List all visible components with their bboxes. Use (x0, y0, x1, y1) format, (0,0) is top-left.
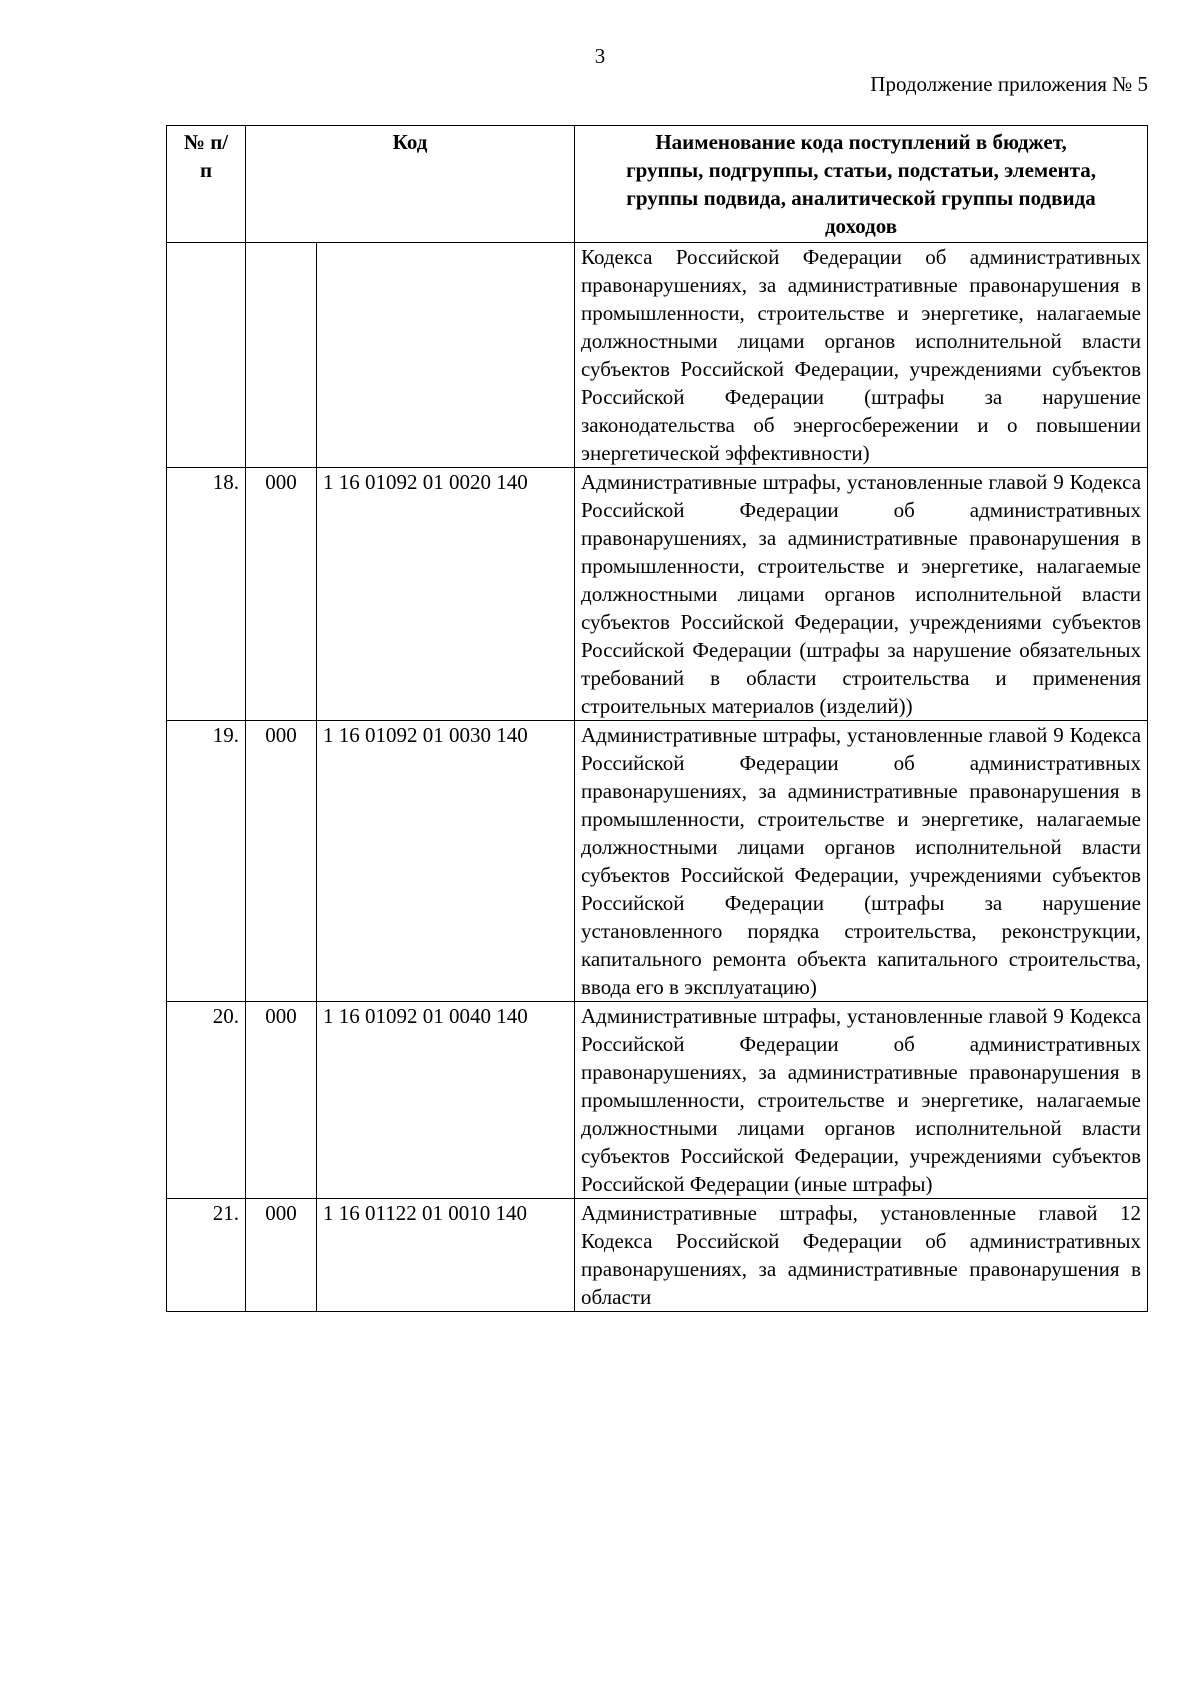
row-admin-code: 000 (246, 1002, 317, 1199)
row-number (167, 243, 246, 468)
table-header-row (167, 126, 1148, 243)
row-number: 18. (167, 468, 246, 721)
row-admin-code (246, 243, 317, 468)
row-code: 1 16 01122 01 0010 140 (317, 1199, 575, 1312)
row-number: 21. (167, 1199, 246, 1312)
table-row (167, 1002, 1148, 1199)
page-number: 3 (594, 44, 606, 68)
row-admin-code: 000 (246, 468, 317, 721)
header-number: № п/п (167, 126, 246, 243)
table-row (167, 721, 1148, 1002)
budget-codes-table (166, 125, 1148, 1312)
header-name: Наименование кода поступлений в бюджет, группы, подгруппы, статьи, подстатьи, элемента, группы подвида, аналитической группы подвида доходов (575, 126, 1148, 243)
row-name: Административные штрафы, установленные главой 12 Кодекса Российской Федерации об административных правонарушениях, за административные правонарушения в области (575, 1199, 1148, 1312)
header-code: Код (246, 126, 575, 243)
row-name: Кодекса Российской Федерации об административных правонарушениях, за административные правонарушения в промышленности, строительстве и энергетике, налагаемые должностными лицами органов исполнительной власти субъектов Российской Федерации, учреждениями субъектов Российской Федерации (штрафы за нарушение законодательства об энергосбережении и о повышении энергетической эффективности) (575, 243, 1148, 468)
row-name: Административные штрафы, установленные главой 9 Кодекса Российской Федерации об административных правонарушениях, за административные правонарушения в промышленности, строительстве и энергетике, налагаемые должностными лицами органов исполнительной власти субъектов Российской Федерации, учреждениями субъектов Российской Федерации (штрафы за нарушение установленного порядка строительства, реконструкции, капитального ремонта объекта капитального строительства, ввода его в эксплуатацию) (575, 721, 1148, 1002)
row-name: Административные штрафы, установленные главой 9 Кодекса Российской Федерации об административных правонарушениях, за административные правонарушения в промышленности, строительстве и энергетике, налагаемые должностными лицами органов исполнительной власти субъектов Российской Федерации, учреждениями субъектов Российской Федерации (штрафы за нарушение обязательных требований в области строительства и применения строительных материалов (изделий)) (575, 468, 1148, 721)
appendix-note: Продолжение приложения № 5 (870, 72, 1148, 96)
table-row (167, 468, 1148, 721)
row-number: 20. (167, 1002, 246, 1199)
row-code: 1 16 01092 01 0020 140 (317, 468, 575, 721)
table-row (167, 243, 1148, 468)
row-code: 1 16 01092 01 0040 140 (317, 1002, 575, 1199)
row-code (317, 243, 575, 468)
table-row (167, 1199, 1148, 1312)
row-number: 19. (167, 721, 246, 1002)
row-name: Административные штрафы, установленные главой 9 Кодекса Российской Федерации об административных правонарушениях, за административные правонарушения в промышленности, строительстве и энергетике, налагаемые должностными лицами органов исполнительной власти субъектов Российской Федерации, учреждениями субъектов Российской Федерации (иные штрафы) (575, 1002, 1148, 1199)
row-admin-code: 000 (246, 721, 317, 1002)
row-admin-code: 000 (246, 1199, 317, 1312)
row-code: 1 16 01092 01 0030 140 (317, 721, 575, 1002)
